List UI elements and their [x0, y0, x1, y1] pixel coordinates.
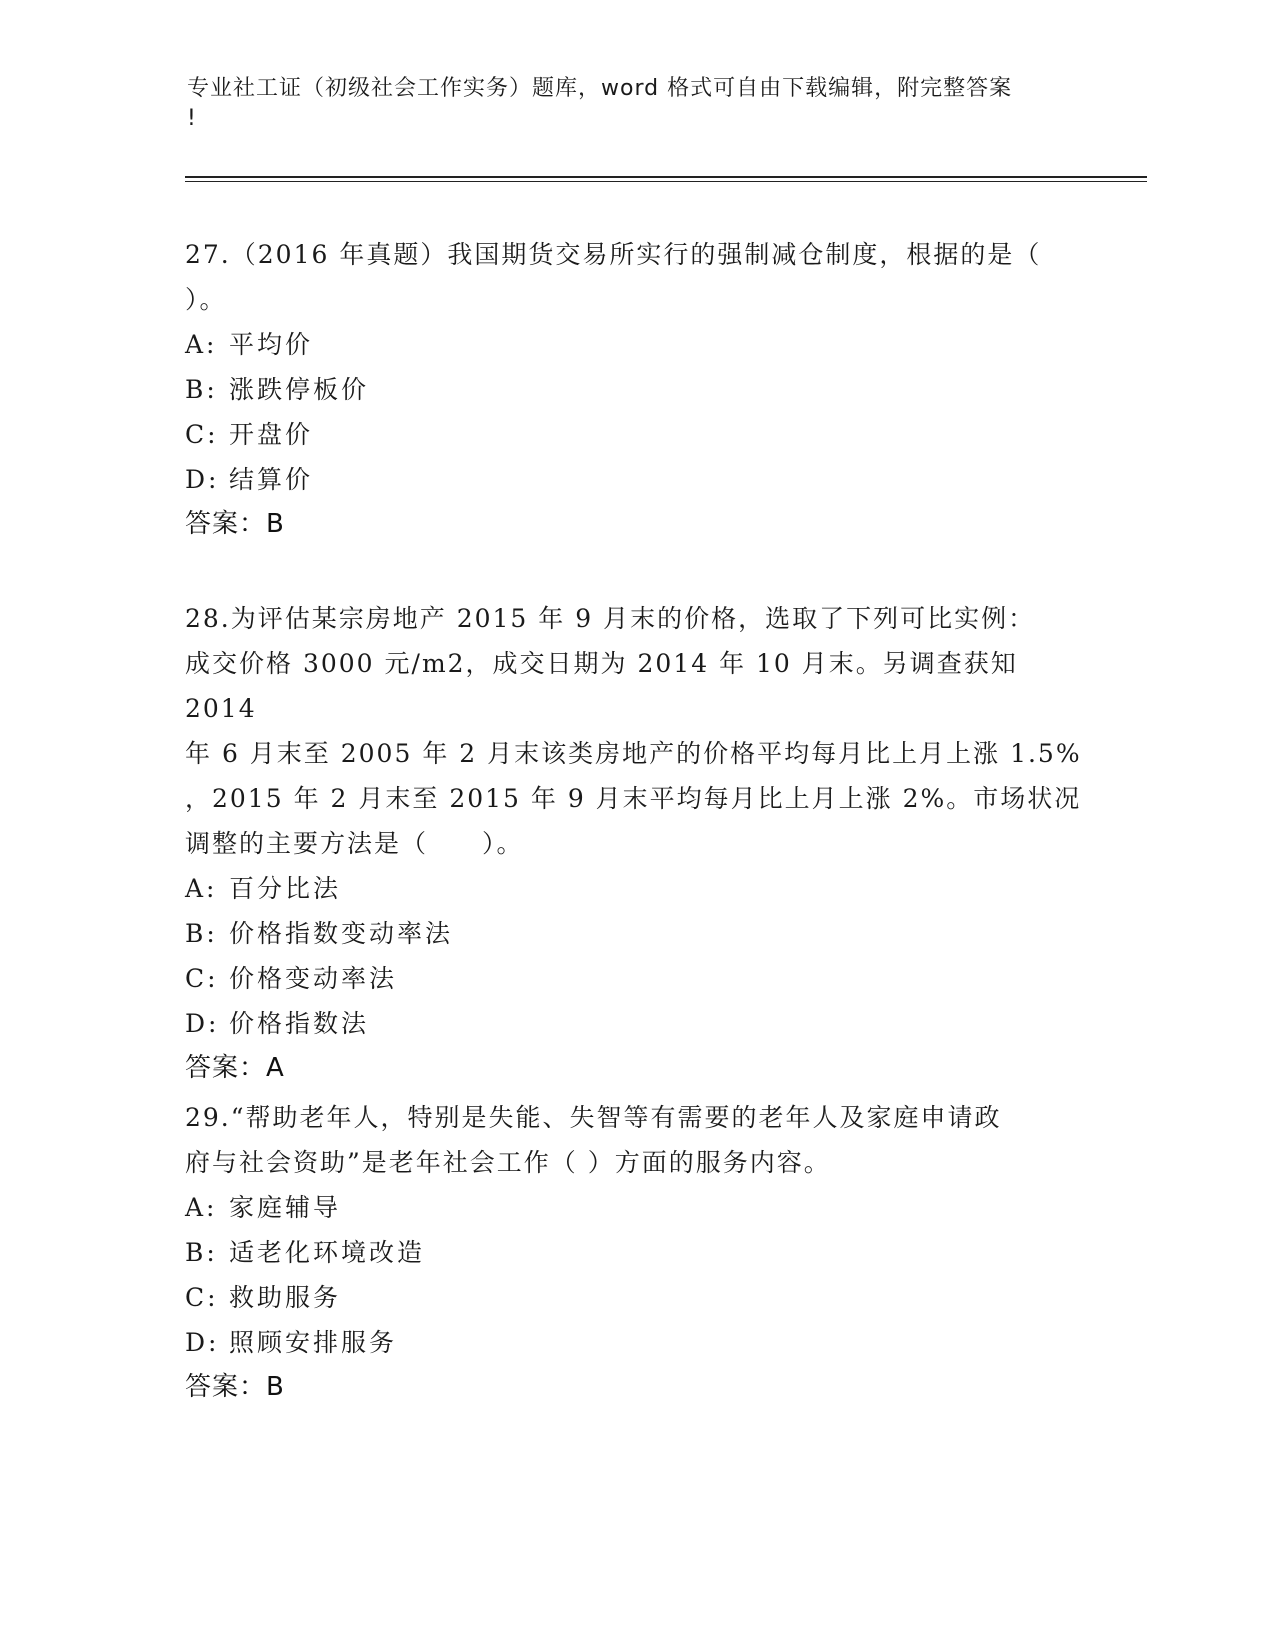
- option-key: A:: [185, 330, 218, 359]
- answer-line: 答案：A: [185, 1053, 285, 1083]
- question-block: [185, 232, 1085, 547]
- option-key: A:: [185, 874, 218, 903]
- option-key: C:: [185, 420, 219, 449]
- option-d: [185, 1320, 1085, 1365]
- header-divider: [185, 176, 1147, 178]
- option-d: [185, 1001, 1085, 1046]
- question-stem: 28.为评估某宗房地产 2015 年 9 月末的价格，选取了下列可比实例： 成交价格 3000 元/m2，成交日期为 2014 年 10 月末。另调查获知 2014 年 6 月末至 2005 年 2 月末该类房地产的价格平均每月比上月上涨 1.5% ，2015 年 2 月末至 2015 年 9 月末平均每月比上月上涨 2%。市场状况 调整的主要方法是（ ）。: [185, 604, 1082, 858]
- header-title-continuation: !: [187, 106, 197, 131]
- option-key: C:: [185, 1283, 219, 1312]
- option-text: 价格变动率法: [229, 964, 398, 993]
- option-text: 价格指数法: [229, 1009, 370, 1038]
- option-text: 价格指数变动率法: [229, 919, 454, 948]
- option-text: 平均价: [229, 330, 314, 359]
- option-text: 开盘价: [229, 420, 314, 449]
- header-divider-thin: [185, 181, 1147, 182]
- option-key: B:: [185, 919, 218, 948]
- option-text: 照顾安排服务: [229, 1328, 398, 1357]
- option-text: 结算价: [229, 465, 314, 494]
- question-stem: 29.“帮助老年人，特别是失能、失智等有需要的老年人及家庭申请政 府与社会资助”是老年社会工作（ ）方面的服务内容。: [185, 1103, 1002, 1177]
- option-c: [185, 412, 1085, 457]
- question-stem: 27.（2016 年真题）我国期货交易所实行的强制减仓制度，根据的是（ ）。: [185, 240, 1042, 314]
- option-text: 涨跌停板价: [229, 375, 370, 404]
- option-key: D:: [185, 1328, 220, 1357]
- option-key: A:: [185, 1193, 218, 1222]
- answer-line: 答案：B: [185, 509, 285, 539]
- answer-line: 答案：B: [185, 1372, 285, 1402]
- option-key: C:: [185, 964, 219, 993]
- option-a: [185, 322, 1085, 367]
- option-key: B:: [185, 1238, 218, 1267]
- option-text: 百分比法: [229, 874, 342, 903]
- option-c: [185, 1275, 1085, 1320]
- option-d: [185, 457, 1085, 502]
- option-b: [185, 367, 1085, 412]
- option-key: D:: [185, 1009, 220, 1038]
- option-key: D:: [185, 465, 220, 494]
- option-text: 家庭辅导: [229, 1193, 342, 1222]
- question-block: [185, 596, 1085, 1091]
- option-c: [185, 956, 1085, 1001]
- option-text: 救助服务: [229, 1283, 342, 1312]
- option-b: [185, 911, 1085, 956]
- option-a: [185, 1185, 1085, 1230]
- question-block: [185, 1095, 1085, 1410]
- option-key: B:: [185, 375, 218, 404]
- option-a: [185, 866, 1085, 911]
- option-b: [185, 1230, 1085, 1275]
- header-title: 专业社工证（初级社会工作实务）题库，word 格式可自由下载编辑，附完整答案: [187, 76, 1013, 101]
- page-header: [187, 74, 1067, 134]
- option-text: 适老化环境改造: [229, 1238, 426, 1267]
